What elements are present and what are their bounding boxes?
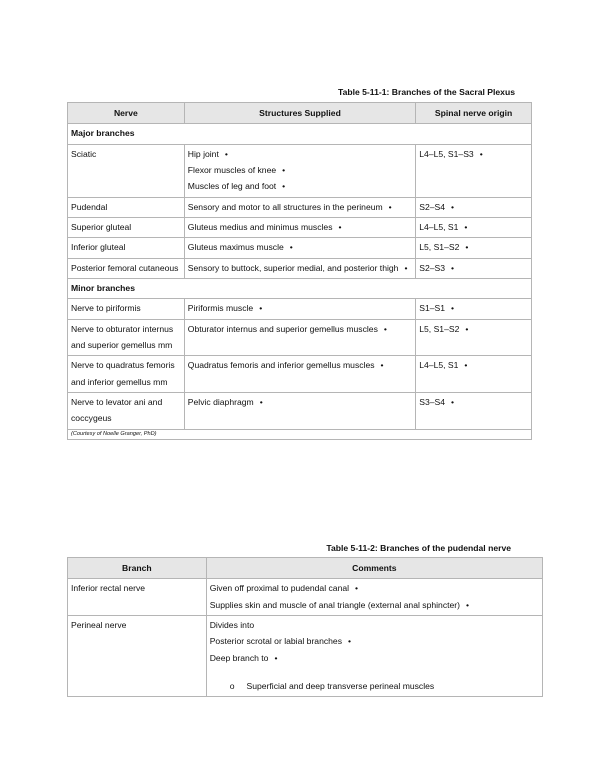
origin-cell [416,258,532,278]
nerve-cell: Nerve to levator ani and coccygeus [68,392,185,429]
origin-cell [416,197,532,217]
nerve-cell: Posterior femoral cutaneous [68,258,185,278]
table-row [68,392,532,429]
spacer [210,666,539,678]
origin-value: S1–S1 • [419,303,454,313]
comments-cell [206,579,542,616]
table-row [68,615,543,696]
table-row [68,258,532,278]
origin-value: L5, S1–S2 • [419,324,468,334]
structure-item: Obturator internus and superior gemellus muscles • [188,321,412,337]
structure-item: Sensory and motor to all structures in the perineum • [188,199,412,215]
structure-item: Flexor muscles of knee • [188,162,412,178]
structure-item: Muscles of leg and foot • [188,178,412,194]
origin-value: L5, S1–S2 • [419,242,468,252]
comment-item: Divides into [209,619,255,630]
sub-item: o Superficial and deep transverse perineal muscles [210,678,539,694]
table-row [68,356,532,393]
branch-cell: Perineal nerve [68,615,207,696]
structures-cell [184,319,415,356]
table-row [68,217,532,237]
origin-cell [416,299,532,319]
section-title: Major branches [68,124,532,144]
comment-item: Given off proximal to pudendal canal • [210,580,539,596]
table-row [68,144,532,197]
table1-caption: Table 5-11-1: Branches of the Sacral Plexus [337,87,515,97]
header-structures: Structures Supplied [184,103,415,124]
origin-value: S2–S4 • [419,202,454,212]
table-row [68,579,543,616]
comment-item: Posterior scrotal or labial branches • [210,633,539,649]
nerve-cell: Pudendal [68,197,185,217]
origin-cell [416,144,532,197]
branch-cell: Inferior rectal nerve [68,579,207,616]
header-comments: Comments [206,558,542,579]
structures-cell [184,197,415,217]
header-nerve: Nerve [68,103,185,124]
origin-value: S3–S4 • [419,397,454,407]
footnote: (Courtesy of Noelle Granger, PhD) [68,429,532,440]
nerve-cell: Superior gluteal [68,217,185,237]
section-row [68,278,532,298]
table2-body [68,579,543,697]
structure-item: Piriformis muscle • [188,300,412,316]
structure-item: Hip joint • [188,146,412,162]
table-row [68,197,532,217]
structures-cell [184,299,415,319]
structure-item: Pelvic diaphragm • [188,394,412,410]
structures-cell [184,258,415,278]
footnote-row [68,429,532,440]
nerve-cell: Sciatic [68,144,185,197]
section-row [68,124,532,144]
structure-item: Gluteus maximus muscle • [188,239,412,255]
nerve-cell: Nerve to piriformis [68,299,185,319]
structures-cell [184,144,415,197]
pudendal-nerve-table [67,557,543,697]
origin-cell [416,217,532,237]
origin-value: L4–L5, S1–S3 • [419,149,483,159]
comment-item: Deep branch to • [210,650,539,666]
header-origin: Spinal nerve origin [416,103,532,124]
table-row [68,299,532,319]
origin-cell [416,319,532,356]
table2-header-row [68,558,543,579]
origin-cell [416,238,532,258]
section-title: Minor branches [68,278,532,298]
header-branch: Branch [68,558,207,579]
sacral-plexus-table [67,102,532,440]
table-row [68,238,532,258]
origin-cell [416,356,532,393]
structures-cell [184,356,415,393]
structures-cell [184,217,415,237]
structures-cell [184,392,415,429]
structures-cell [184,238,415,258]
origin-value: L4–L5, S1 • [419,360,467,370]
nerve-cell: Inferior gluteal [68,238,185,258]
comment-item: Supplies skin and muscle of anal triangle (external anal sphincter) • [210,597,539,613]
nerve-cell: Nerve to obturator internus and superior gemellus mm [68,319,185,356]
origin-cell [416,392,532,429]
comments-cell [206,615,542,696]
origin-value: L4–L5, S1 • [419,222,467,232]
table-row [68,319,532,356]
structure-item: Gluteus medius and minimus muscles • [188,219,412,235]
table2-caption: Table 5-11-2: Branches of the pudendal nerve [326,543,511,553]
structure-item: Sensory to buttock, superior medial, and posterior thigh • [188,260,412,276]
nerve-cell: Nerve to quadratus femoris and inferior gemellus mm [68,356,185,393]
structure-item: Quadratus femoris and inferior gemellus muscles • [188,357,412,373]
table1-header-row [68,103,532,124]
origin-value: S2–S3 • [419,263,454,273]
table1-body [68,124,532,440]
